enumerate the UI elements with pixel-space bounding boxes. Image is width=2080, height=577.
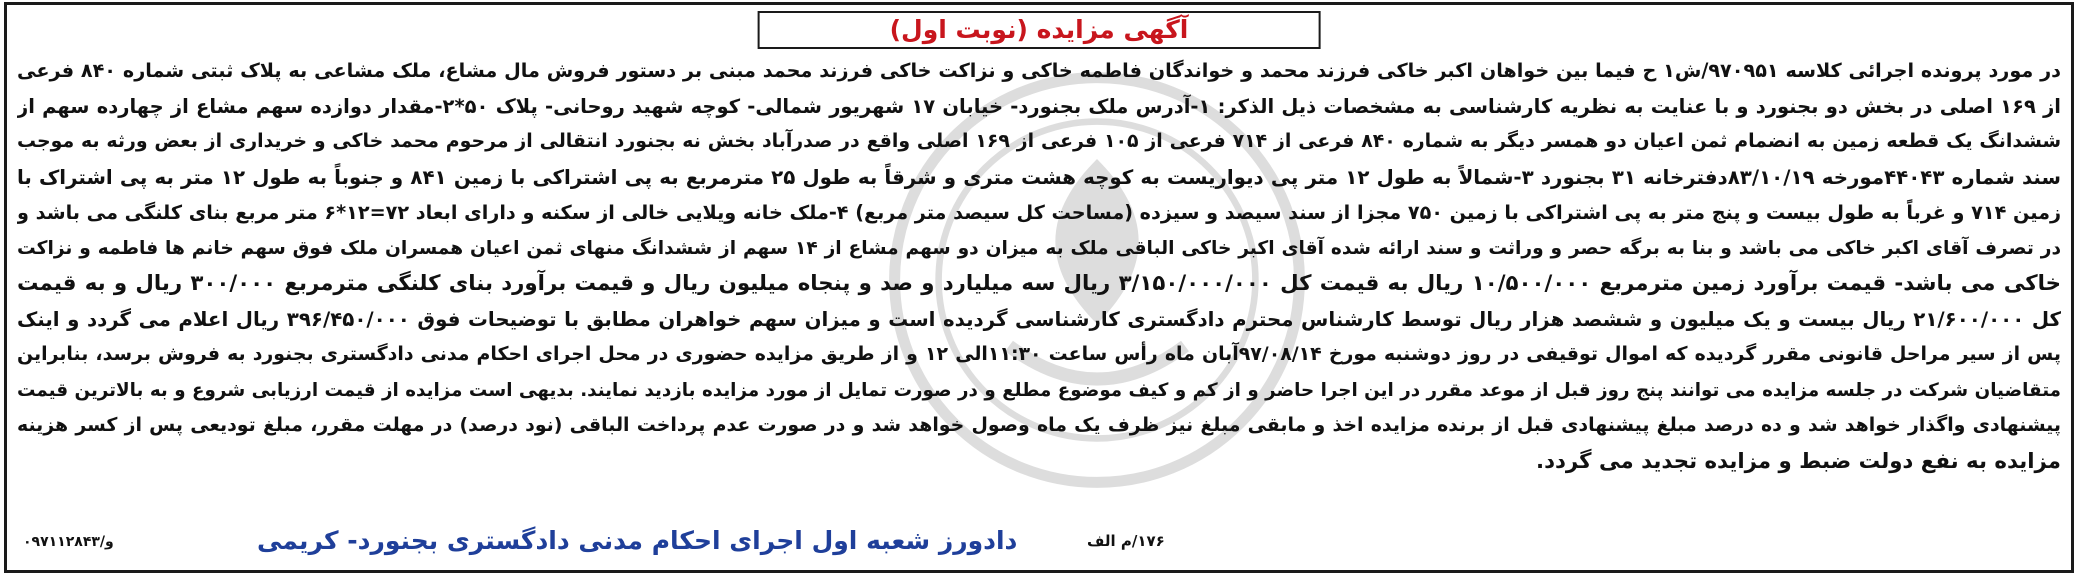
body-line: ششدانگ یک قطعه زمین به انضمام ثمن اعیان دو همسر دیگر به شماره ۸۴۰ فرعی از ۷۱۴ فرعی از ۱۰۵ فرعی از ۱۶۹ اصلی واقع در صدرآباد بخش نه بجنورد انتقالی از مرحوم محمد خاکی و خریداری از بعض ورثه به موجب (17, 130, 2061, 152)
body-line: خاکی می باشد- قیمت برآورد زمین مترمربع ۱۰/۵۰۰/۰۰۰ ریال به قیمت کل ۳/۱۵۰/۰۰۰/۰۰۰ ریال سه میلیارد و صد و پنجاه میلیون ریال و قیمت برآورد بنای کلنگی مترمربع ۳۰۰/۰۰۰ ریال و به قیمت (17, 271, 2061, 296)
body-line: کل ۲۱/۶۰۰/۰۰۰ ریال بیست و یک میلیون و ششصد هزار ریال توسط کارشناس محترم دادگستری کارشناسی گردیده است و میزان سهم خواهران مطابق با توضیحات فوق ۳۹۶/۴۵۰/۰۰۰ ریال اعلام می گردد و اینک (17, 307, 2061, 331)
body-line: در تصرف آقای اکبر خاکی می باشد و بنا به برگه حصر و وراثت و سند ارائه شده آقای اکبر خاکی الباقی ملک به میزان دو سهم مشاع از ۱۴ سهم از ششدانگ منهای ثمن اعیان همسران ملک فوق سهم خانم ها فاطمه و نزاکت (17, 237, 2061, 259)
body-line: پیشنهادی واگذار خواهد شد و ده درصد مبلغ پیشنهادی قبل از برنده مزایده اخذ و مابقی مبلغ نیز ظرف یک ماه وصول خواهد شد و در صورت عدم پرداخت الباقی (نود درصد) در مهلت مقرر، مبلغ تودیعی پس از کسر هزینه (17, 414, 2061, 436)
notice-body (17, 53, 2061, 479)
signature: دادورز شعبه اول اجرای احکام مدنی دادگستری بجنورد- کریمی (257, 526, 1018, 555)
body-line: سند شماره ۴۴۰۴۳مورخه ۸۳/۱۰/۱۹دفترخانه ۳۱ بجنورد ۳-شمالاً به طول ۱۲ متر پی دیواریست به کوچه هشت متری و شرقاً به طول ۲۵ مترمربع به پی اشتراکی با زمین ۸۴۱ و جنوباً به طول ۱۲ متر به پی اشتراک با (17, 165, 2061, 189)
body-line: مزایده به نفع دولت ضبط و مزایده تجدید می گردد. (1535, 448, 2061, 474)
print-code: ۰۹۷۱۱۲۸۴۳/و (23, 534, 114, 550)
body-line: در مورد پرونده اجرائی کلاسه ۹۷۰۹۵۱/ش۱ ح فیما بین خواهان اکبر خاکی فرزند محمد و خواندگان فاطمه خاکی و نزاکت خاکی فرزند محمد مبنی بر دستور فروش مال مشاع، ملک مشاعی به پلاک ثبتی شماره ۸۴۰ فرعی (17, 59, 2061, 82)
reference-code: ۱۷۶/م الف (1087, 532, 1165, 550)
notice-footer (7, 526, 2071, 562)
body-line: پس از سیر مراحل قانونی مقرر گردیده که اموال توقیفی در روز دوشنبه مورخ ۹۷/۰۸/۱۴آبان ماه رأس ساعت ۱۱:۳۰الی ۱۲ و از طریق مزایده حضوری در محل اجرای احکام مدنی دادگستری بجنورد به فروش برسد، بنابراین (17, 343, 2061, 365)
body-line: زمین ۷۱۴ و غرباً به طول بیست و پنج متر به پی اشتراکی با زمین ۷۵۰ مجزا از سند سیصد و سیزده (مساحت کل سیصد متر مربع) ۴-ملک خانه ویلایی خالی از سکنه و دارای ابعاد ۷۲=۱۲*۶ متر مربع بنای کلنگی می باشد و (17, 201, 2061, 224)
body-line: متقاضیان شرکت در جلسه مزایده می توانند پنج روز قبل از موعد مقرر در این اجرا حاضر و از کم و کیف موضوع مطلع و در صورت تمایل از مورد مزایده بازدید نمایند. بدیهی است مزایده از قیمت ارزیابی شروع و به بالاترین قیمت (17, 379, 2061, 401)
auction-notice (4, 2, 2074, 573)
notice-title: آگهی مزایده (نوبت اول) (758, 11, 1321, 49)
body-line: از ۱۶۹ اصلی در بخش دو بجنورد و با عنایت به نظریه کارشناسی به مشخصات ذیل الذکر: ۱-آدرس ملک بجنورد- خیابان ۱۷ شهریور شمالی- کوچه شهید روحانی- پلاک ۵۰*۲-مقدار دوازده سهم مشاع از چهارده سهم از (17, 94, 2061, 118)
